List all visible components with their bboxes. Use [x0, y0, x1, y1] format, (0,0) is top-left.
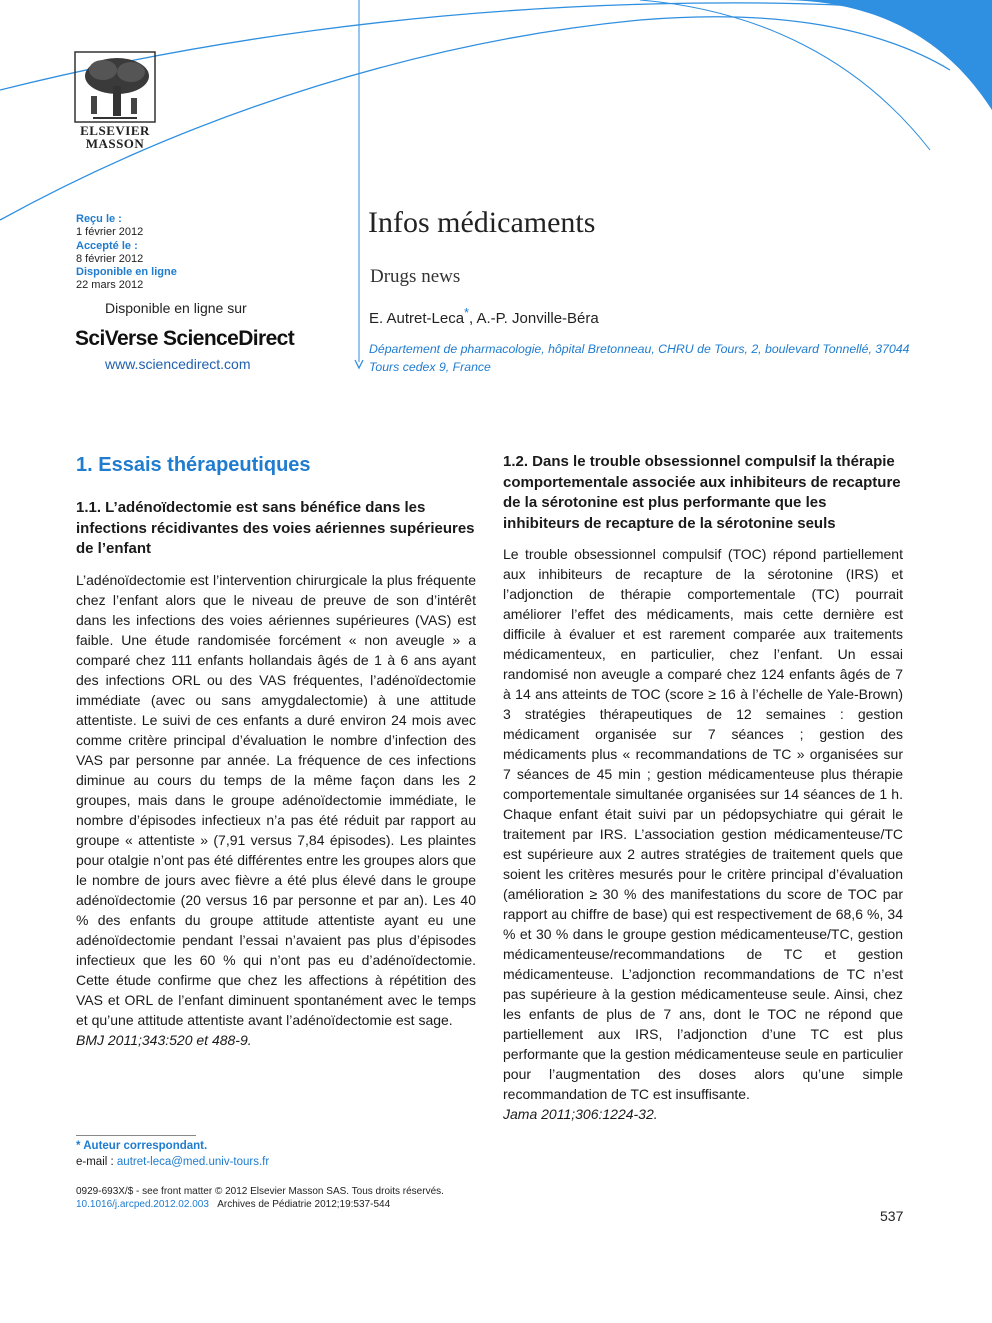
wave-line-3	[640, 0, 930, 150]
author-1: E. Autret-Leca	[369, 310, 465, 327]
page-number: 537	[880, 1208, 904, 1224]
footnote-rule	[76, 1135, 196, 1136]
authors	[369, 306, 599, 327]
body-text-1-2: Le trouble obsessionnel compulsif (TOC) répond partiellement aux inhibiteurs de recapture de la sérotonine (IRS) et l’adjonction de thérapie comportementale (TC) pourrait améliorer l’effet des médicaments, mais cette dernière est difficile à évaluer et est rarement comparée aux traitements médicamenteux, en particulier, chez l’enfant. Un essai randomisé non aveugle a comparé chez 124 enfants âgés de 7 à 14 ans atteints de TOC (score ≥ 16 à l’échelle de Yale-Brown) 3 stratégies thérapeutiques de 12 semaines : gestion médicament organisée sur 7 séances ; gestion des médicaments plus « recommandations de TC » organisées sur 7 séances de 45 min ; gestion médicamenteuse plus thérapie comportementale simultanée organisées sur 14 séances de 1 h. Chaque enfant était suivi par un pédopsychiatre qui gérait le traitement par IRS. L’association gestion médicamenteuse/TC est supérieure aux 2 autres stratégies de traitement quels que soient les critères mesurés pour le critère principal d’évaluation (amélioration ≥ 30 % des manifestations du score de TOC par rapport au chiffre de base) qui est respectivement de 68,6 %, 34 % et 30 % dans le groupe gestion médicamenteuse/TC, gestion médicamenteuse/recommandations de TC et gestion médicamenteuse. L’adjonction recommandations de TC n’est pas supérieure à la gestion médicamenteuse seule. Ainsi, chez les enfants de plus de 7 ans, dont le TOC ne répond que partiellement aux IRS, l’adjonction d’une TC est plus performante que la gestion médicamenteuse seule en particulier pour l’augmentation des doses alors qu’une simple recommandation de TC est insuffisante.	[503, 546, 903, 1102]
copyright-line: 0929-693X/$ - see front matter © 2012 Elsevier Masson SAS. Tous droits réservés.	[76, 1186, 444, 1197]
email-prefix: e-mail :	[76, 1156, 117, 1168]
elsevier-tree-logo	[73, 50, 157, 124]
rubric-subtitle: Drugs news	[370, 266, 461, 287]
logo-line-2: MASSON	[85, 136, 145, 151]
accepted-label: Accepté le :	[76, 239, 138, 252]
received-value: 1 février 2012	[76, 226, 144, 239]
reference-1-1: BMJ 2011;343:520 et 488-9.	[76, 1031, 252, 1048]
copyright-block	[76, 1186, 444, 1211]
accepted-value: 8 février 2012	[76, 252, 144, 265]
sciencedirect-link[interactable]: www.sciencedirect.com	[105, 356, 251, 372]
left-column	[76, 452, 476, 1050]
corresponding-author-marker[interactable]: *	[464, 306, 469, 320]
rubric-title: Infos médicaments	[368, 206, 596, 239]
online-label: Disponible en ligne	[76, 266, 177, 279]
body-text-1-1: L’adénoïdectomie est l’intervention chirurgicale la plus fréquente chez l’enfant alors que le niveau de preuve de son d’intérêt dans les infections des voies aériennes supérieures (VAS) est faible. Une étude randomisée forcément « non aveugle » a comparé chez 111 enfants hollandais âgés de 1 à 6 ans ayant des infections ORL ou des VAS fréquentes, l’adénoïdectomie immédiate (avec ou sans amygdalectomie) à une attitude attentiste. Le suivi de ces enfants a duré environ 24 mois avec comme critère principal d’évaluation le nombre d’infection des VAS par personne par année. La fréquence de ces infections diminue au cours du temps de la même façon dans les 2 groupes, mais dans le groupe adénoïdectomie immédiate, le nombre d’épisodes infectieux n’a pas été réduit par rapport au groupe « attentiste » (7,91 versus 7,84 épisodes). Les plaintes pour otalgie n’ont pas été différentes entre les groupes alors que le nombre de jours avec fièvre a été plus élevé dans le groupe adénoïdectomie (20 versus 16 par personne et par an). Les 40 % des enfants du groupe attitude attentiste ayant eu une adénoïdectomie pendant l’essai n’avaient pas plus d’épisodes infectieux que les 60 % qui n’ont pas eu d’adénoïdectomie. Cette étude confirme que chez les affections à répétition des VAS et ORL de l’enfant diminuent spontanément avec le temps et qu’une attitude attentiste avant l’adénoïdectomie est sage.	[76, 571, 476, 1028]
email-link[interactable]: autret-leca@med.univ-tours.fr	[116, 1156, 270, 1168]
doi-line	[76, 1199, 444, 1212]
subsection-title-1-1: 1.1. L’adénoïdectomie est sans bénéfice dans les infections récidivantes des voies aériennes supérieures de l’enfant	[76, 499, 475, 557]
subsection-title-1-2: 1.2. Dans le trouble obsessionnel compulsif la thérapie comportementale associée aux inhibiteurs de recapture de la sérotonine est plus performante que les inhibiteurs de recapture de la sérotonine seuls	[503, 453, 901, 532]
wave-solid	[780, 0, 992, 110]
section-title: 1. Essais thérapeutiques	[76, 454, 311, 476]
sciencedirect-available: Disponible en ligne sur	[105, 300, 247, 316]
affiliation: Département de pharmacologie, hôpital Bretonneau, CHRU de Tours, 2, boulevard Tonnellé, 37044 Tours cedex 9, France	[369, 342, 910, 374]
elsevier-logo	[70, 50, 160, 150]
received-label: Reçu le :	[76, 213, 122, 225]
journal-citation: Archives de Pédiatrie 2012;19:537-544	[217, 1198, 391, 1210]
corresponding-author-label: * Auteur correspondant.	[76, 1140, 208, 1152]
email-line	[76, 1154, 269, 1170]
article-dates	[76, 213, 276, 293]
author-2: , A.-P. Jonville-Béra	[468, 310, 599, 327]
reference-1-2: Jama 2011;306:1224-32.	[503, 1106, 658, 1122]
right-column	[503, 452, 903, 1124]
logo-line-1: ELSEVIER	[80, 123, 150, 138]
online-value: 22 mars 2012	[76, 279, 144, 292]
footnote	[76, 1138, 269, 1170]
doi-link[interactable]: 10.1016/j.arcped.2012.02.003	[76, 1198, 209, 1210]
sciencedirect-logo: SciVerse ScienceDirect	[75, 327, 295, 350]
